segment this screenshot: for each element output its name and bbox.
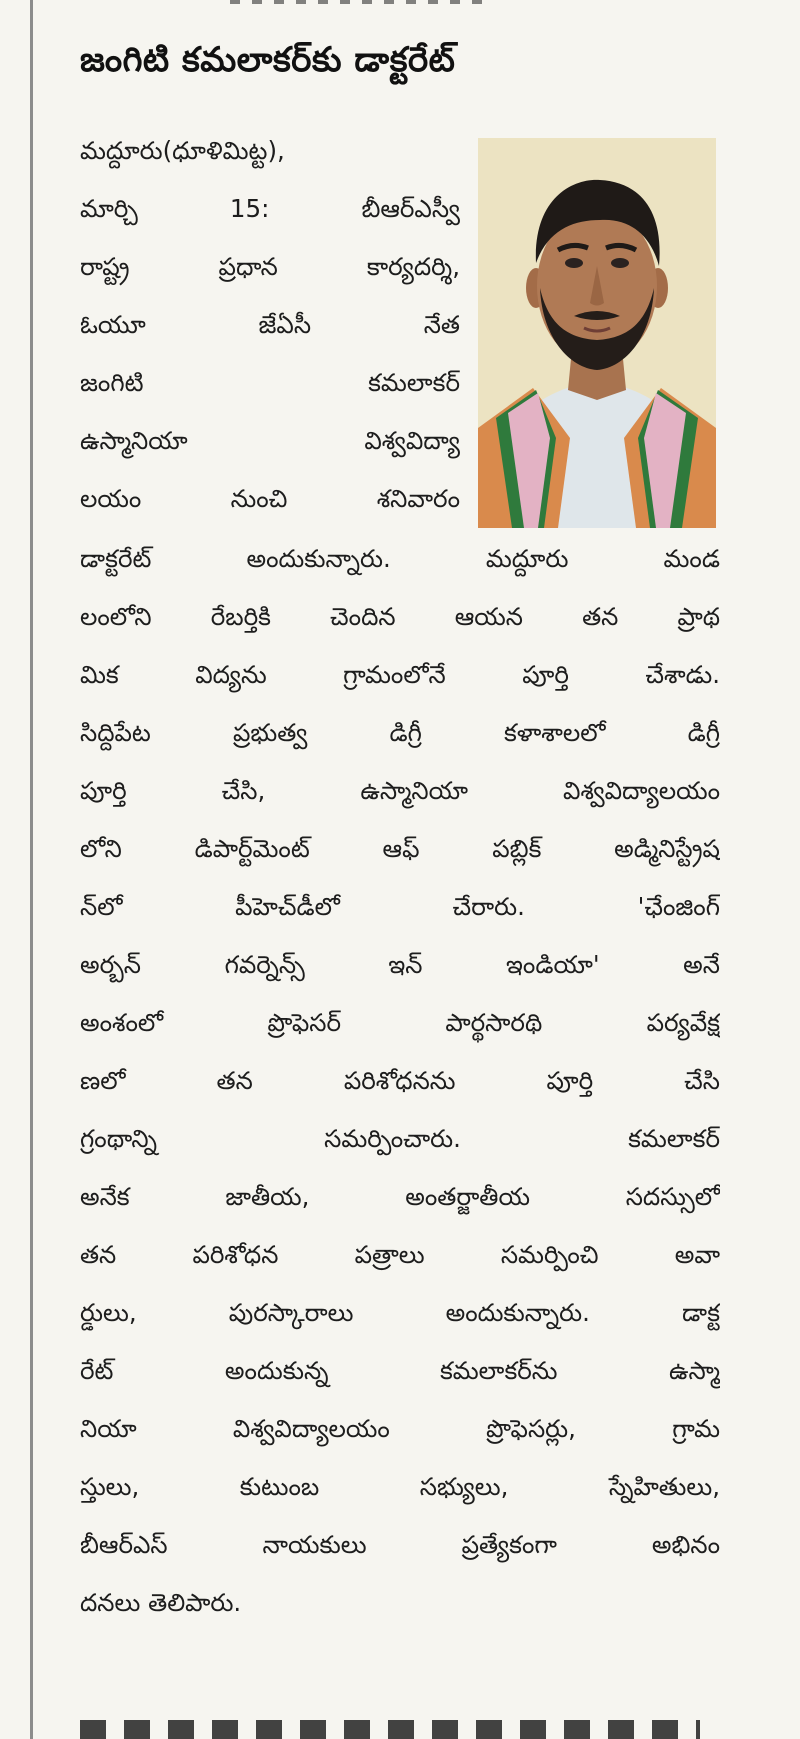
body-line-10: ణలో తన పరిశోధనను పూర్తి చేసి [80, 1066, 720, 1095]
body-line-4: సిద్దిపేట ప్రభుత్వ డిగ్రీ కళాశాలలో డిగ్రీ [80, 718, 720, 747]
article-headline: జంగిటి కమలాకర్‌కు డాక్టరేట్ [80, 40, 456, 80]
body-line-2: లంలోని రేబర్తికి చెందిన ఆయన తన ప్రాథ [80, 602, 720, 631]
body-line-9: అంశంలో ప్రొఫెసర్ పార్థసారథి పర్యవేక్ష [80, 1008, 720, 1037]
lead-line-5: జంగిటి కమలాకర్ [80, 368, 460, 397]
lead-line-4: ఓయూ జేఏసీ నేత [80, 310, 460, 339]
body-line-5: పూర్తి చేసి, ఉస్మానియా విశ్వవిద్యాలయం [80, 776, 720, 805]
lead-line-6: ఉస్మానియా విశ్వవిద్యా [80, 426, 460, 455]
body-line-11: గ్రంథాన్ని సమర్పించారు. కమలాకర్ [80, 1124, 720, 1153]
body-line-13: తన పరిశోధన పత్రాలు సమర్పించి అవా [80, 1240, 720, 1269]
body-line-16: నియా విశ్వవిద్యాలయం ప్రొఫెసర్లు, గ్రామ [80, 1414, 720, 1443]
body-line-17: స్తులు, కుటుంబ సభ్యులు, స్నేహితులు, [80, 1472, 720, 1501]
page-margin-rule [30, 0, 33, 1739]
body-line-6: లోని డిపార్ట్‌మెంట్ ఆఫ్ పబ్లిక్ అడ్మినిస్ట్రేష [80, 834, 720, 863]
lead-line-7: లయం నుంచి శనివారం [80, 484, 460, 513]
body-line-8: అర్బన్ గవర్నెన్స్ ఇన్ ఇండియా' అనే [80, 950, 720, 979]
lead-line-3: రాష్ట్ర ప్రధాన కార్యదర్శి, [80, 252, 460, 281]
lead-line-1: మద్దూరు(ధూళిమిట్ట), [80, 136, 285, 165]
body-line-18: బీఆర్‌ఎస్ నాయకులు ప్రత్యేకంగా అభినం [80, 1530, 720, 1559]
body-line-3: మిక విద్యను గ్రామంలోనే పూర్తి చేశాడు. [80, 660, 720, 689]
body-line-15: రేట్ అందుకున్న కమలాకర్‌ను ఉస్మా [80, 1356, 720, 1385]
portrait-photo [478, 138, 716, 528]
body-line-14: ర్డులు, పురస్కారాలు అందుకున్నారు. డాక్ట [80, 1298, 720, 1327]
body-line-12: అనేక జాతీయ, అంతర్జాతీయ సదస్సులో [80, 1182, 720, 1211]
body-line-7: న్‌లో పీహెచ్‌డీలో చేరారు. 'ఛేంజింగ్ [80, 892, 720, 921]
previous-article-fragment [230, 0, 490, 4]
body-line-19: దనలు తెలిపారు. [80, 1588, 242, 1617]
next-article-fragment [80, 1720, 700, 1739]
portrait-illustration [478, 138, 716, 528]
lead-line-2: మార్చి 15: బీఆర్‌ఎస్వీ [80, 194, 460, 223]
article-body [80, 530, 720, 1632]
lead-paragraph [80, 122, 460, 528]
newspaper-clipping [80, 0, 720, 1739]
body-line-1: డాక్టరేట్ అందుకున్నారు. మద్దూరు మండ [80, 544, 720, 573]
